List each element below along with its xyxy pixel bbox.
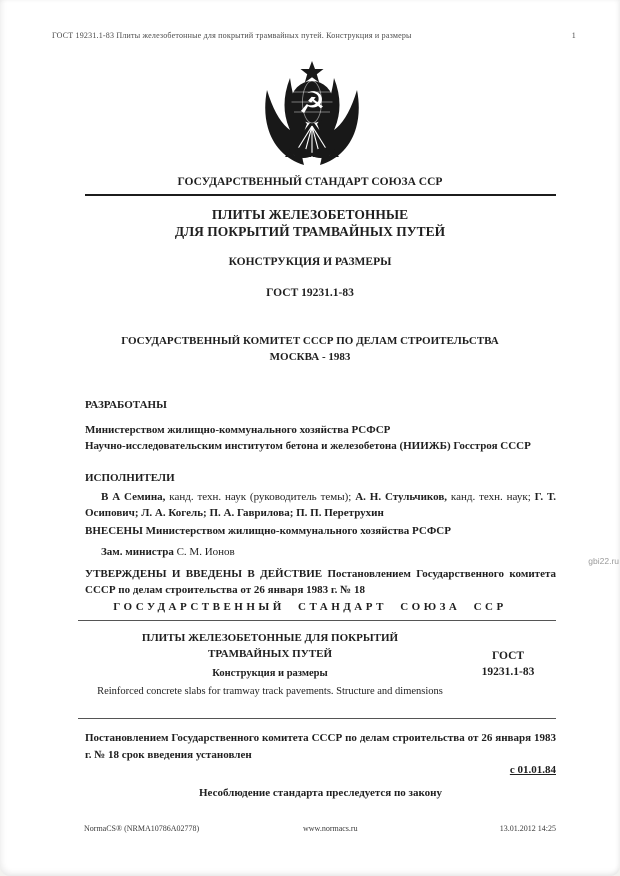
standard-title-line1: ПЛИТЫ ЖЕЛЕЗОБЕТОННЫЕ ДЛЯ ПОКРЫТИЙ — [141, 632, 399, 644]
deputy-label: Зам. министра — [101, 546, 174, 558]
deputy-line — [85, 546, 556, 558]
standard-org-heading-2: ГОСУДАРСТВЕННЫЙ СТАНДАРТ СОЮЗА ССР — [113, 601, 507, 613]
running-header — [52, 31, 576, 40]
city-year-line: МОСКВА - 1983 — [269, 351, 351, 363]
executor-name: В А Семина, — [101, 491, 166, 503]
executor-role: канд. техн. наук; — [447, 491, 535, 503]
submitted-paragraph: ВНЕСЕНЫ Министерством жилищно-коммунального хозяйства РСФСР — [85, 525, 451, 537]
approved-paragraph: УТВЕРЖДЕНЫ И ВВЕДЕНЫ В ДЕЙСТВИЕ Постановлением Государственного комитета СССР по делам строительства от 26 января 1983 г. № 18 — [85, 568, 556, 596]
document-title-line2: ДЛЯ ПОКРЫТИЙ ТРАМВАЙНЫХ ПУТЕЙ — [174, 224, 446, 239]
executors-heading: ИСПОЛНИТЕЛИ — [85, 472, 175, 484]
developed-heading: РАЗРАБОТАНЫ — [85, 399, 167, 411]
deputy-name: С. М. Ионов — [173, 546, 235, 558]
hammer-and-sickle-icon: ☭ — [298, 86, 326, 121]
ussr-coat-of-arms-icon — [254, 60, 370, 168]
footer-website: www.normacs.ru — [303, 824, 358, 833]
law-notice: Несоблюдение стандарта преследуется по закону — [199, 787, 442, 799]
enactment-paragraph: Постановлением Государственного комитета СССР по делам строительства от 26 января 1983 г. № 18 срок введения установлен — [85, 732, 556, 761]
document-title-line1: ПЛИТЫ ЖЕЛЕЗОБЕТОННЫЕ — [211, 207, 409, 222]
document-subtitle: КОНСТРУКЦИЯ И РАЗМЕРЫ — [228, 256, 392, 268]
executor-names: Г. Т. Осипович; Л. А. Когель; П. А. Гаврилова; П. П. Перетрухин — [85, 491, 556, 519]
executors-paragraph — [85, 489, 556, 521]
gost-code: ГОСТ 19231.1-83 — [266, 287, 354, 299]
executor-role: канд. техн. наук (руководитель темы); — [165, 491, 356, 503]
committee-line: ГОСУДАРСТВЕННЫЙ КОМИТЕТ СССР ПО ДЕЛАМ СТРОИТЕЛЬСТВА — [121, 335, 499, 347]
standard-title — [95, 630, 445, 662]
developed-org1: Министерством жилищно-коммунального хозяйства РСФСР — [85, 424, 391, 436]
page-number: 1 — [571, 31, 576, 40]
standard-block-left — [95, 630, 445, 699]
divider-thin-top — [78, 620, 556, 621]
committee-block — [0, 333, 620, 365]
standard-code-cell — [452, 648, 564, 680]
standard-org-heading: ГОСУДАРСТВЕННЫЙ СТАНДАРТ СОЮЗА ССР — [177, 176, 443, 188]
developed-paragraph — [85, 423, 556, 454]
footer-app-id: NormaCS® (NRMA10786A02778) — [84, 824, 200, 833]
running-header-title: ГОСТ 19231.1-83 Плиты железобетонные для покрытий трамвайных путей. Конструкция и размеры — [52, 31, 412, 40]
standard-title-english: Reinforced concrete slabs for tramway track pavements. Structure and dimensions — [97, 686, 443, 697]
standard-code-line2: 19231.1-83 — [481, 666, 535, 678]
document-title — [0, 206, 620, 240]
executor-name: А. Н. Стульчиков, — [355, 491, 448, 503]
footer-timestamp: 13.01.2012 14:25 — [499, 824, 556, 833]
developed-org2: Научно-исследовательским институтом бетона и железобетона (НИИЖБ) Госстроя СССР — [85, 439, 531, 452]
watermark: gbi22.ru — [588, 556, 619, 566]
divider-thin-bottom — [78, 718, 556, 719]
effective-date: с 01.01.84 — [509, 764, 556, 776]
standard-code-line1: ГОСТ — [491, 650, 525, 662]
standard-title-line2: ТРАМВАЙНЫХ ПУТЕЙ — [207, 648, 333, 660]
standard-subtitle: Конструкция и размеры — [212, 668, 328, 679]
divider-thick — [85, 194, 556, 196]
